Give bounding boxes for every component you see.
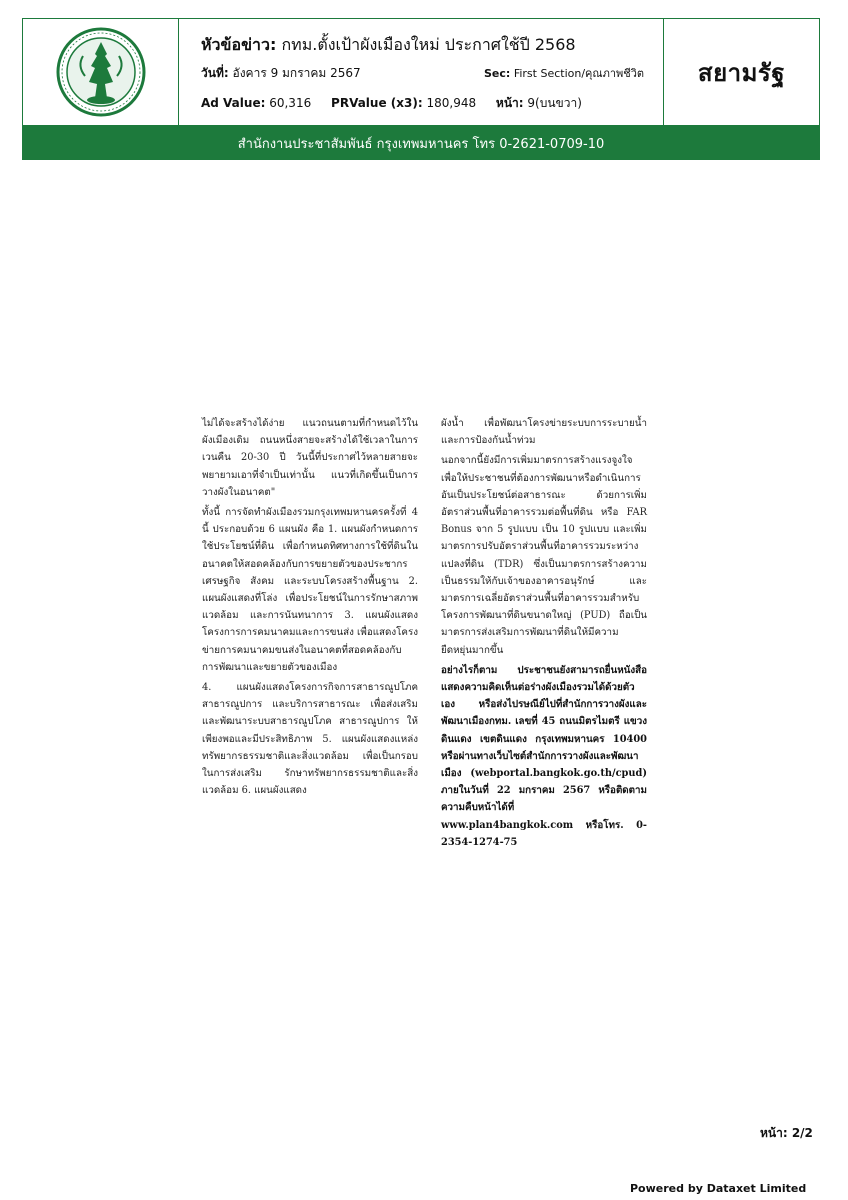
article-paragraph: 4. แผนผังแสดงโครงการกิจการสาธารณูปโภค สาธารณูปการ และบริการสาธารณะ เพื่อส่งเสริมและพัฒนาระบบสาธารณูปโภค สาธารณูปการ ให้เพียงพอและมีประสิทธิภาพ 5. แผนผังแสดงแหล่งทรัพยากรธรรมชาติและสิ่งแวดล้อม เพื่อเป็นกรอบในการส่งเสริม รักษาทรัพยากรธรรมชาติและสิ่งแวดล้อม 6. แผนผังแสดง (202, 682, 418, 797)
date-value: อังคาร 9 มกราคม 2567 (232, 66, 361, 80)
powered-by: Powered by Dataxet Limited (630, 1182, 807, 1195)
clipping-header (22, 18, 820, 126)
section-row (484, 64, 644, 82)
date-row (201, 64, 361, 83)
date-label: วันที่: (201, 66, 229, 80)
headline-label: หัวข้อข่าว: (201, 35, 277, 54)
page-label: หน้า: (495, 96, 524, 110)
logo-cell (23, 19, 179, 125)
section-value: First Section/คุณภาพชีวิต (513, 67, 645, 80)
bma-seal-icon (55, 26, 147, 118)
publication-name: สยามรัฐ (697, 58, 786, 87)
clipping-info (179, 19, 664, 125)
article-paragraph-contact: อย่างไรก็ตาม ประชาชนยังสามารถยื่นหนังสือแสดงความคิดเห็นต่อร่างผังเมืองรวมได้ด้วยตัวเอง หรือส่งไปรษณีย์ไปที่สำนักการวางผังและพัฒนาเมืองกทม. เลขที่ 45 ถนนมิตรไมตรี แขวงดินแดง เขตดินแดง กรุงเทพมหานคร 10400 หรือผ่านทางเว็บไซต์สำนักการวางผังและพัฒนาเมือง (webportal.bangkok.go.th/cpud) ภายในวันที่ 22 มกราคม 2567 หรือติดตามความคืบหน้าได้ที่ www.plan4bangkok.com หรือโทร. 0-2354-1274-75 (441, 664, 647, 848)
value-row (201, 94, 582, 113)
page-indicator: หน้า: 2/2 (760, 1126, 813, 1140)
article-paragraph: ทั้งนี้ การจัดทำผังเมืองรวมกรุงเทพมหานครครั้งที่ 4 นี้ ประกอบด้วย 6 แผนผัง คือ 1. แผนผังกำหนดการใช้ประโยชน์ที่ดิน เพื่อกำหนดทิศทางการใช้ที่ดินในอนาคตให้สอดคล้องกับการขยายตัวของประชากร เศรษฐกิจ สังคม และระบบโครงสร้างพื้นฐาน 2. แผนผังแสดงที่โล่ง เพื่อประโยชน์ในการรักษาสภาพแวดล้อม และการนันทนาการ 3. แผนผังแสดงโครงการการคมนาคมและการขนส่ง เพื่อแสดงโครงข่ายการคมนาคมขนส่งในอนาคตที่สอดคล้องกับการพัฒนาและขยายตัวของเมือง (202, 507, 419, 673)
publication-cell (664, 19, 819, 125)
headline-row (201, 33, 576, 58)
pr-office-text: สำนักงานประชาสัมพันธ์ กรุงเทพมหานคร โทร 0-2621-0709-10 (237, 136, 605, 152)
ad-value-label: Ad Value: (201, 96, 266, 110)
headline-text: กทม.ตั้งเป้าผังเมืองใหม่ ประกาศใช้ปี 2568 (281, 35, 576, 54)
pr-value: 180,948 (426, 96, 477, 110)
article-column-right (441, 415, 647, 854)
article-column-left (202, 415, 418, 802)
page-value: 9(บนขวา) (527, 96, 582, 110)
section-label: Sec: (484, 67, 511, 80)
article-paragraph: ไม่ได้จะสร้างได้ง่าย แนวถนนตามที่กำหนดไว้ในผังเมืองเดิม ถนนหนึ่งสายจะสร้างได้ใช้เวลาในการเวนคืน 20-30 ปี วันนี้ที่ประกาศไว้หลายสายจะพยายามเอาที่จำเป็นเท่านั้น แนวที่เกิดขึ้นเป็นการวางผังในอนาคต" (202, 418, 418, 498)
pr-value-label: PRValue (x3): (331, 96, 423, 110)
ad-value: 60,316 (269, 96, 312, 110)
article-paragraph: ผังน้ำ เพื่อพัฒนาโครงข่ายระบบการระบายน้ำ และการป้องกันน้ำท่วม (441, 418, 647, 447)
pr-office-banner (22, 126, 820, 160)
article-paragraph: นอกจากนี้ยังมีการเพิ่มมาตรการสร้างแรงจูงใจเพื่อให้ประชาชนที่ต้องการพัฒนาหรือดำเนินการอันเป็นประโยชน์ต่อสาธารณะ ด้วยการเพิ่มอัตราส่วนพื้นที่อาคารรวมต่อพื้นที่ดิน หรือ FAR Bonus จาก 5 รูปแบบ เป็น 10 รูปแบบ และเพิ่มมาตรการปรับอัตราส่วนพื้นที่อาคารรวมระหว่างแปลงที่ดิน (TDR) ซึ่งเป็นมาตรการสร้างความเป็นธรรมให้กับเจ้าของอาคารอนุรักษ์ และมาตรการเฉลี่ยอัตราส่วนพื้นที่อาคารรวมสำหรับโครงการพัฒนาที่ดินขนาดใหญ่ (PUD) ถือเป็นมาตรการส่งเสริมการพัฒนาที่ดินให้มีความยืดหยุ่นมากขึ้น (441, 455, 647, 656)
